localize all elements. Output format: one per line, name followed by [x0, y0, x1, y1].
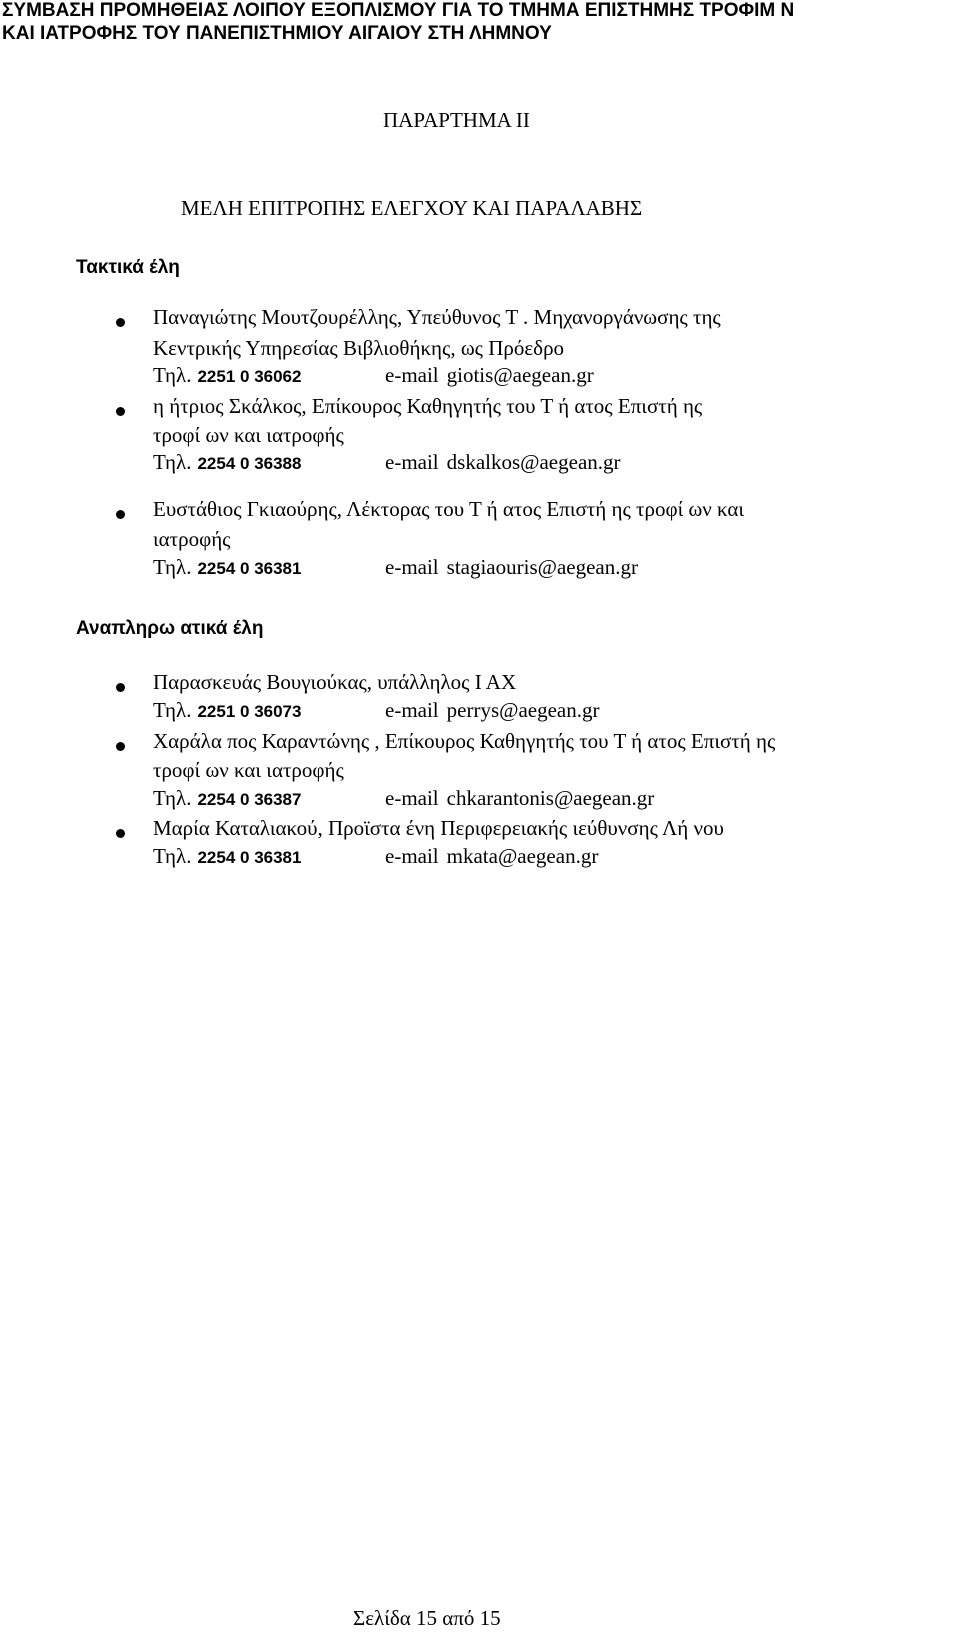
contact-row — [153, 363, 594, 388]
bullet-icon — [116, 318, 125, 327]
tel-number: 2251 0 36073 — [197, 702, 302, 721]
bullet-icon — [116, 407, 125, 416]
bullet-icon — [116, 510, 125, 519]
page-number-footer: Σελίδα 15 από 15 — [353, 1606, 501, 1630]
contact-row — [153, 786, 655, 811]
tel-number: 2254 0 36388 — [197, 454, 302, 473]
tel-label: Τηλ. — [153, 698, 192, 722]
member-line: Χαράλα πος Καραντώνης , Επίκουρος Καθηγητής του Τ ή ατος Επιστή ης — [153, 729, 776, 753]
tel-label: Τηλ. — [153, 363, 192, 387]
contact-row — [153, 698, 600, 723]
tel-label: Τηλ. — [153, 555, 192, 579]
email-label: e-mail — [385, 786, 439, 810]
alternate-members-heading: Αναπληρω ατικά έλη — [76, 618, 264, 639]
email-address[interactable]: stagiaouris@aegean.gr — [446, 555, 638, 579]
regular-members-heading: Τακτικά έλη — [76, 257, 180, 278]
tel-number: 2254 0 36387 — [197, 790, 302, 809]
tel-label: Τηλ. — [153, 786, 192, 810]
committee-title: ΜΕΛΗ ΕΠΙΤΡΟΠΗΣ ΕΛΕΓΧΟΥ ΚΑΙ ΠΑΡΑΛΑΒΗΣ — [181, 196, 643, 220]
header-line-2: ΚΑΙ ΙΑΤΡΟΦΗΣ ΤΟΥ ΠΑΝΕΠΙΣΤΗΜΙΟΥ ΑΙΓΑΙΟΥ ΣΤΗ ΛΗΜΝΟΥ — [2, 23, 552, 44]
member-line: τροφί ων και ιατροφής — [153, 423, 344, 447]
tel-number: 2254 0 36381 — [197, 559, 302, 578]
email-address[interactable]: perrys@aegean.gr — [446, 698, 600, 722]
email-address[interactable]: dskalkos@aegean.gr — [446, 450, 621, 474]
contact-row — [153, 555, 638, 580]
tel-label: Τηλ. — [153, 844, 192, 868]
email-label: e-mail — [385, 698, 439, 722]
member-line: Παναγιώτης Μουτζουρέλλης, Υπεύθυνος Τ . Μηχανοργάνωσης της — [153, 305, 721, 329]
member-line: Ευστάθιος Γκιαούρης, Λέκτορας του Τ ή ατος Επιστή ης τροφί ων και — [153, 497, 745, 521]
member-line: Παρασκευάς Βουγιούκας, υπάλληλος Ι ΑΧ — [153, 670, 517, 694]
email-label: e-mail — [385, 363, 439, 387]
email-label: e-mail — [385, 844, 439, 868]
tel-number: 2254 0 36381 — [197, 848, 302, 867]
bullet-icon — [116, 829, 125, 838]
header-line-1: ΣΥΜΒΑΣΗ ΠΡΟΜΗΘΕΙΑΣ ΛΟΙΠΟΥ ΕΞΟΠΛΙΣΜΟΥ ΓΙΑ ΤΟ ΤΜΗΜΑ ΕΠΙΣΤΗΜΗΣ ΤΡΟΦΙΜ Ν — [2, 0, 795, 21]
tel-number: 2251 0 36062 — [197, 367, 302, 386]
appendix-title: ΠΑΡΑΡΤΗΜΑ ΙΙ — [383, 108, 530, 132]
email-address[interactable]: giotis@aegean.gr — [446, 363, 594, 387]
bullet-icon — [116, 742, 125, 751]
member-line: Κεντρικής Υπηρεσίας Βιβλιοθήκης, ως Πρόεδρο — [153, 336, 565, 360]
email-label: e-mail — [385, 555, 439, 579]
email-address[interactable]: mkata@aegean.gr — [446, 844, 599, 868]
contact-row — [153, 450, 621, 475]
member-line: Μαρία Καταλιακού, Προϊστα ένη Περιφερειακής ιεύθυνσης Λή νου — [153, 816, 724, 840]
tel-label: Τηλ. — [153, 450, 192, 474]
email-label: e-mail — [385, 450, 439, 474]
member-line: τροφί ων και ιατροφής — [153, 758, 344, 782]
bullet-icon — [116, 683, 125, 692]
member-line: η ήτριος Σκάλκος, Επίκουρος Καθηγητής του Τ ή ατος Επιστή ης — [153, 394, 703, 418]
contact-row — [153, 844, 599, 869]
member-line: ιατροφής — [153, 527, 231, 551]
email-address[interactable]: chkarantonis@aegean.gr — [446, 786, 655, 810]
